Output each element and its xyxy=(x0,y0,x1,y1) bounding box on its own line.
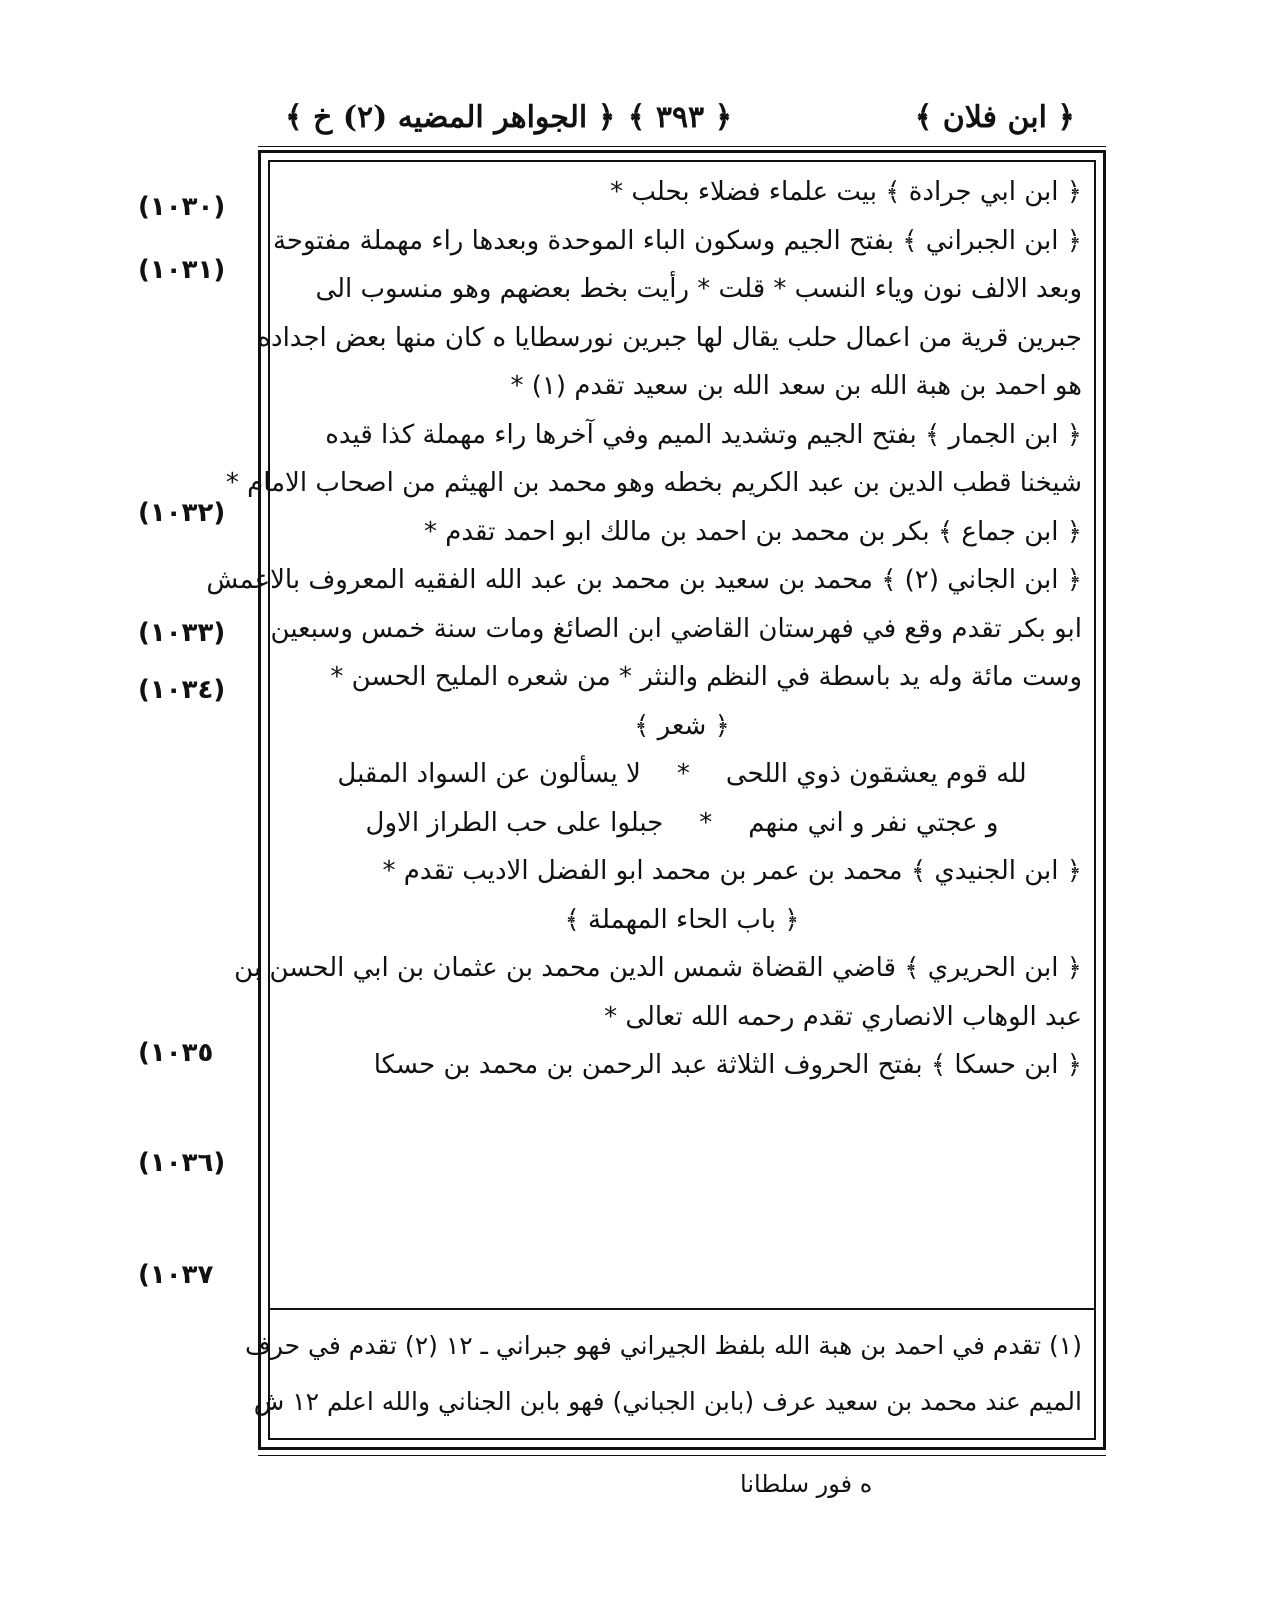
verse-hemistich-second: لا يسألون عن السواد المقبل xyxy=(337,759,641,789)
text-line: جبرين قرية من اعمال حلب يقال لها جبرين نورسطايا ه كان منها بعض اجداده xyxy=(257,322,1082,353)
bottom-rule xyxy=(258,1455,1106,1456)
verse-separator: * xyxy=(699,807,713,838)
poem-verse xyxy=(282,799,1082,848)
text-line: ﴿ ابن جماع ﴾ بكر بن محمد بن احمد بن مالك ابو احمد تقدم * xyxy=(423,516,1082,547)
page-header xyxy=(285,92,1075,144)
footnote-line: الميم عند محمد بن سعيد عرف (بابن الجباني) فهو بابن الجناني والله اعلم ١٢ ش xyxy=(253,1387,1082,1416)
verse-hemistich-first: لله قوم يعشقون ذوي اللحى xyxy=(725,759,1027,789)
text-line: وبعد الالف نون وياء النسب * قلت * رأيت بخط بعضهم وهو منسوب الى xyxy=(315,274,1082,304)
verse-hemistich-first: و عجتي نفر و اني منهم xyxy=(748,807,999,838)
entry-number: (١٠٣٠) xyxy=(138,192,226,222)
entry-number: (١٠٣٧ xyxy=(138,1260,214,1290)
catchword: ه فور سلطانا xyxy=(740,1470,873,1498)
main-text xyxy=(206,168,1082,1090)
entry-number: (١٠٣٢) xyxy=(138,498,226,528)
text-line: ابو بكر تقدم وقع في فهرستان القاضي ابن الصائغ ومات سنة خمس وسبعين xyxy=(270,613,1082,644)
entry-number: (١٠٣٣) xyxy=(138,618,226,648)
text-line: ﴿ ابن الجمار ﴾ بفتح الجيم وتشديد الميم وفي آخرها راء مهملة كذا قيده xyxy=(325,419,1082,450)
poem-verse xyxy=(282,750,1082,799)
entry-number: (١٠٣٥ xyxy=(138,1038,214,1068)
text-line: ﴿ ابن الحريري ﴾ قاضي القضاة شمس الدين محمد بن عثمان بن ابي الحسن بن xyxy=(234,953,1082,983)
text-line: ﴿ ابن حسكا ﴾ بفتح الحروف الثلاثة عبد الرحمن بن محمد بن حسكا xyxy=(373,1050,1082,1080)
poem-heading: ﴿ شعر ﴾ xyxy=(634,710,730,741)
footnote-line: (١) تقدم في احمد بن هبة الله بلفظ الجيراني فهو جبراني ـ ١٢ (٢) تقدم في حرف xyxy=(244,1331,1082,1360)
footnote-rule xyxy=(268,1308,1096,1310)
header-rule xyxy=(258,146,1106,147)
text-line: عبد الوهاب الانصاري تقدم رحمه الله تعالى * xyxy=(604,1001,1082,1032)
footnotes xyxy=(244,1318,1082,1430)
text-line: هو احمد بن هبة الله بن سعد الله بن سعيد تقدم (١) * xyxy=(510,371,1082,401)
text-line: ﴿ ابن الجنيدي ﴾ محمد بن عمر بن محمد ابو الفضل الاديب تقدم * xyxy=(382,856,1082,886)
verse-hemistich-second: جبلوا على حب الطراز الاول xyxy=(365,807,664,838)
text-line: ﴿ ابن الجبراني ﴾ بفتح الجيم وسكون الباء الموحدة وبعدها راء مهملة مفتوحة xyxy=(272,225,1082,256)
header-book-title: ﴿ الجواهر المضيه (٢) خ ﴾ xyxy=(285,100,616,135)
entry-number: (١٠٣٦) xyxy=(138,1148,226,1178)
text-line: ﴿ ابن الجاني (٢) ﴾ محمد بن سعيد بن محمد بن عبد الله الفقيه المعروف بالاعمش xyxy=(206,565,1082,595)
entry-number: (١٠٣٤) xyxy=(138,675,226,705)
section-heading: ﴿ باب الحاء المهملة ﴾ xyxy=(564,904,800,935)
text-line: وست مائة وله يد باسطة في النظم والنثر * من شعره المليح الحسن * xyxy=(330,662,1082,692)
header-page-number: ﴿ ٣٩٣ ﴾ xyxy=(627,100,733,135)
verse-separator: * xyxy=(676,759,690,789)
text-line: ﴿ ابن ابي جرادة ﴾ بيت علماء فضلاء بحلب * xyxy=(610,177,1082,207)
entry-number: (١٠٣١) xyxy=(138,255,226,285)
header-running-title: ﴿ ابن فلان ﴾ xyxy=(914,100,1075,135)
text-line: شيخنا قطب الدين بن عبد الكريم بخطه وهو محمد بن الهيثم من اصحاب الامام * xyxy=(225,468,1082,498)
